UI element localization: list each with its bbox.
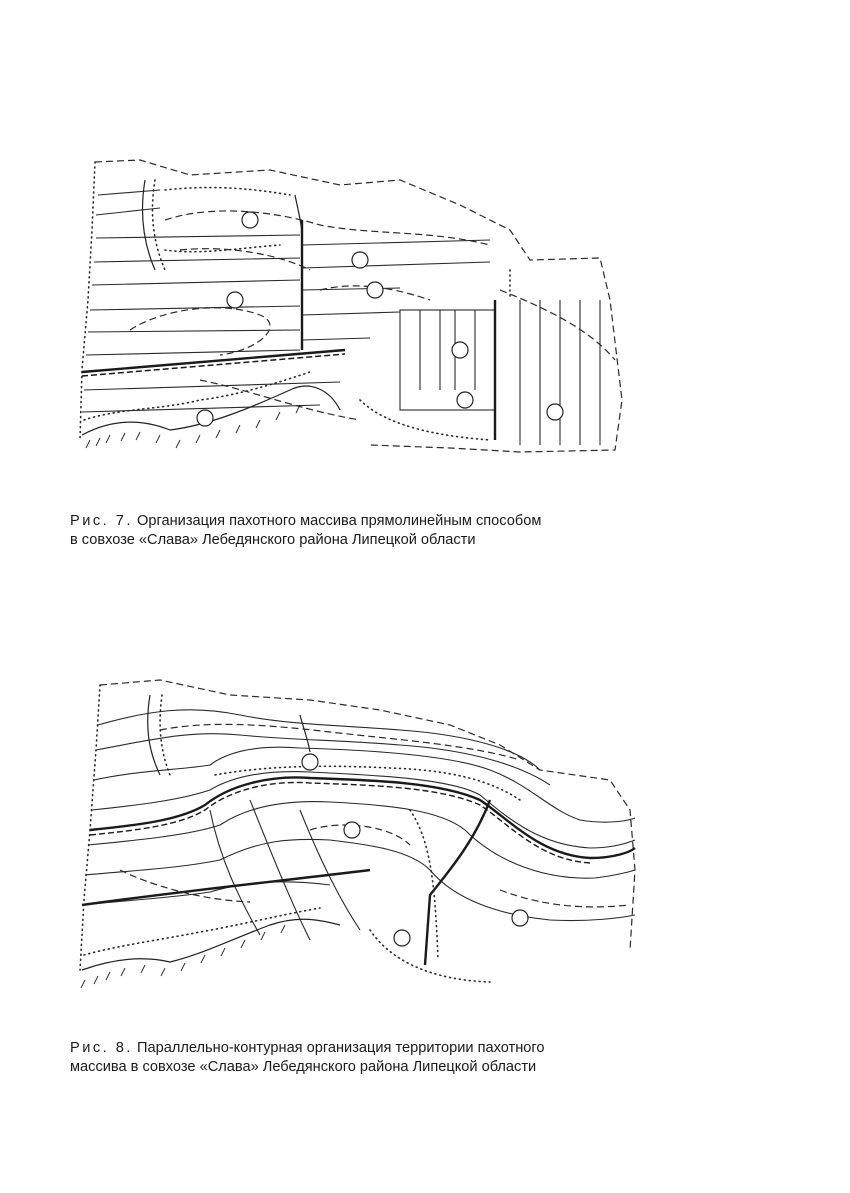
road-contour	[90, 777, 635, 858]
figure-8-map	[70, 670, 640, 1010]
field-markers	[302, 754, 528, 946]
contours	[130, 211, 615, 420]
caption-label: Рис. 8.	[70, 1040, 133, 1056]
road-main-dash	[82, 354, 345, 376]
left-edge	[80, 685, 100, 970]
figure-7-caption	[70, 512, 640, 550]
field-block-right	[400, 300, 600, 445]
caption-text-line2: в совхозе «Слава» Лебедянского района Липецкой области	[70, 532, 476, 548]
caption-text-line2: массива в совхозе «Слава» Лебедянского района Липецкой области	[70, 1059, 537, 1075]
field-strips-middle	[302, 240, 490, 340]
figure-7-map	[70, 150, 640, 470]
road-contour-dash	[90, 782, 590, 863]
field-boundary	[95, 160, 622, 452]
caption-text-line1: Параллельно-контурная организация территории пахотного	[137, 1040, 545, 1056]
field-markers	[197, 212, 563, 426]
slope-hatching	[81, 925, 285, 988]
caption-text-line1: Организация пахотного массива прямолинейным способом	[137, 513, 542, 529]
road-main	[82, 350, 345, 372]
figure-8-caption	[70, 1039, 640, 1077]
left-edge	[80, 162, 95, 440]
caption-label: Рис. 7.	[70, 513, 133, 529]
